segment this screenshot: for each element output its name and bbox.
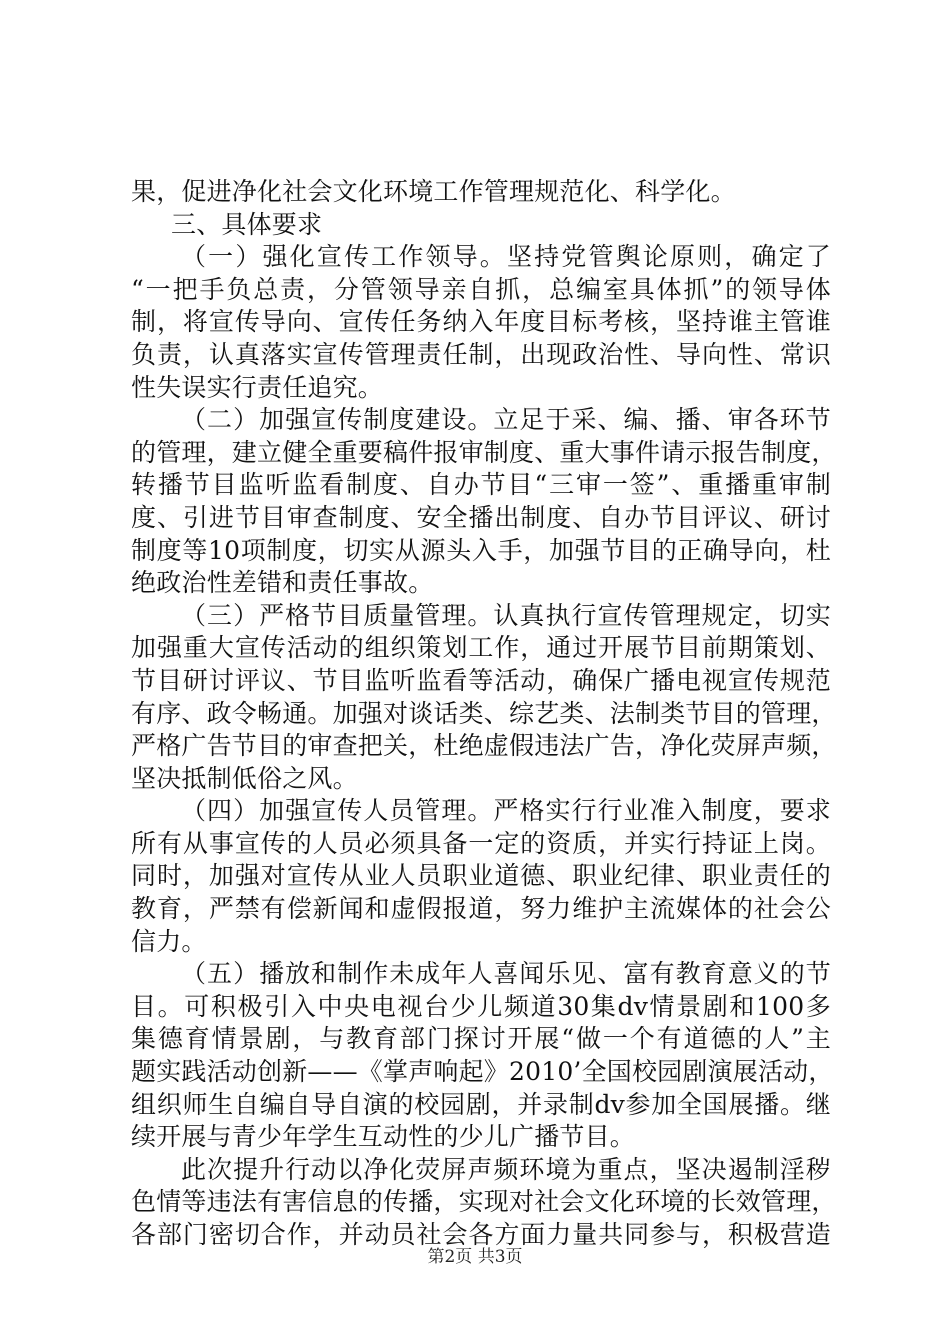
text-line: 性失误实行责任追究。 xyxy=(131,372,384,402)
text-line: （三）严格节目质量管理。认真执行宣传管理规定，切实 xyxy=(181,600,831,630)
text-line: 有序、政令畅通。加强对谈话类、综艺类、法制类节目的管理， xyxy=(131,698,837,728)
text-line: 所有从事宣传的人员必须具备一定的资质，并实行持证上岗。 xyxy=(131,828,831,858)
text-line: 集德育情景剧，与教育部门探讨开展“做一个有道德的人”主 xyxy=(131,1024,831,1054)
text-line: 此次提升行动以净化荧屏声频环境为重点，坚决遏制淫秽 xyxy=(181,1154,831,1184)
text-line: 续开展与青少年学生互动性的少儿广播节目。 xyxy=(131,1122,636,1152)
text-line: （四）加强宣传人员管理。严格实行行业准入制度，要求 xyxy=(181,796,831,826)
text-line: 各部门密切合作，并动员社会各方面力量共同参与，积极营造 xyxy=(131,1220,831,1249)
text-line: 信力。 xyxy=(131,926,207,956)
text-line: 同时，加强对宣传从业人员职业道德、职业纪律、职业责任的 xyxy=(131,861,831,891)
text-line: 果，促进净化社会文化环境工作管理规范化、科学化。 xyxy=(131,177,736,206)
text-line: （五）播放和制作未成年人喜闻乐见、富有教育意义的节 xyxy=(181,959,831,989)
text-line: 制度等10项制度，切实从源头入手，加强节目的正确导向，杜 xyxy=(131,535,831,565)
text-line: 色情等违法有害信息的传播，实现对社会文化环境的长效管理， xyxy=(131,1187,837,1217)
text-line: 绝政治性差错和责任事故。 xyxy=(131,568,434,598)
text-line: 制，将宣传导向、宣传任务纳入年度目标考核，坚持谁主管谁 xyxy=(131,307,831,337)
text-line: 组织师生自编自导自演的校园剧，并录制dv参加全国展播。继 xyxy=(131,1089,831,1119)
text-line: （一）强化宣传工作领导。坚持党管舆论原则，确定了 xyxy=(181,242,831,272)
page-footer: 第2页 共3页 xyxy=(427,1247,523,1267)
text-line: 负责，认真落实宣传管理责任制，出现政治性、导向性、常识 xyxy=(131,339,831,369)
text-line: 坚决抵制低俗之风。 xyxy=(131,763,358,793)
document-body xyxy=(131,176,837,1252)
text-line: “一把手负总责，分管领导亲自抓，总编室具体抓”的领导体 xyxy=(131,274,831,304)
text-line: 度、引进节目审查制度、安全播出制度、自办节目评议、研讨 xyxy=(131,502,831,532)
text-line: 目。可积极引入中央电视台少儿频道30集dv情景剧和100多 xyxy=(131,991,831,1021)
text-line: 节目研讨评议、节目监听监看等活动，确保广播电视宣传规范 xyxy=(131,665,831,695)
text-line: 加强重大宣传活动的组织策划工作，通过开展节目前期策划、 xyxy=(131,633,831,663)
text-line: 三、具体要求 xyxy=(171,209,323,239)
text-line: 教育，严禁有偿新闻和虚假报道，努力维护主流媒体的社会公 xyxy=(131,894,831,924)
text-line: 的管理，建立健全重要稿件报审制度、重大事件请示报告制度， xyxy=(131,437,837,467)
text-line: 严格广告节目的审查把关，杜绝虚假违法广告，净化荧屏声频， xyxy=(131,731,837,761)
text-line: 题实践活动创新——《掌声响起》2010’全国校园剧演展活动， xyxy=(131,1057,834,1087)
text-line: 转播节目监听监看制度、自办节目“三审一签”、重播重审制 xyxy=(131,470,831,500)
text-line: （二）加强宣传制度建设。立足于采、编、播、审各环节 xyxy=(181,405,831,435)
